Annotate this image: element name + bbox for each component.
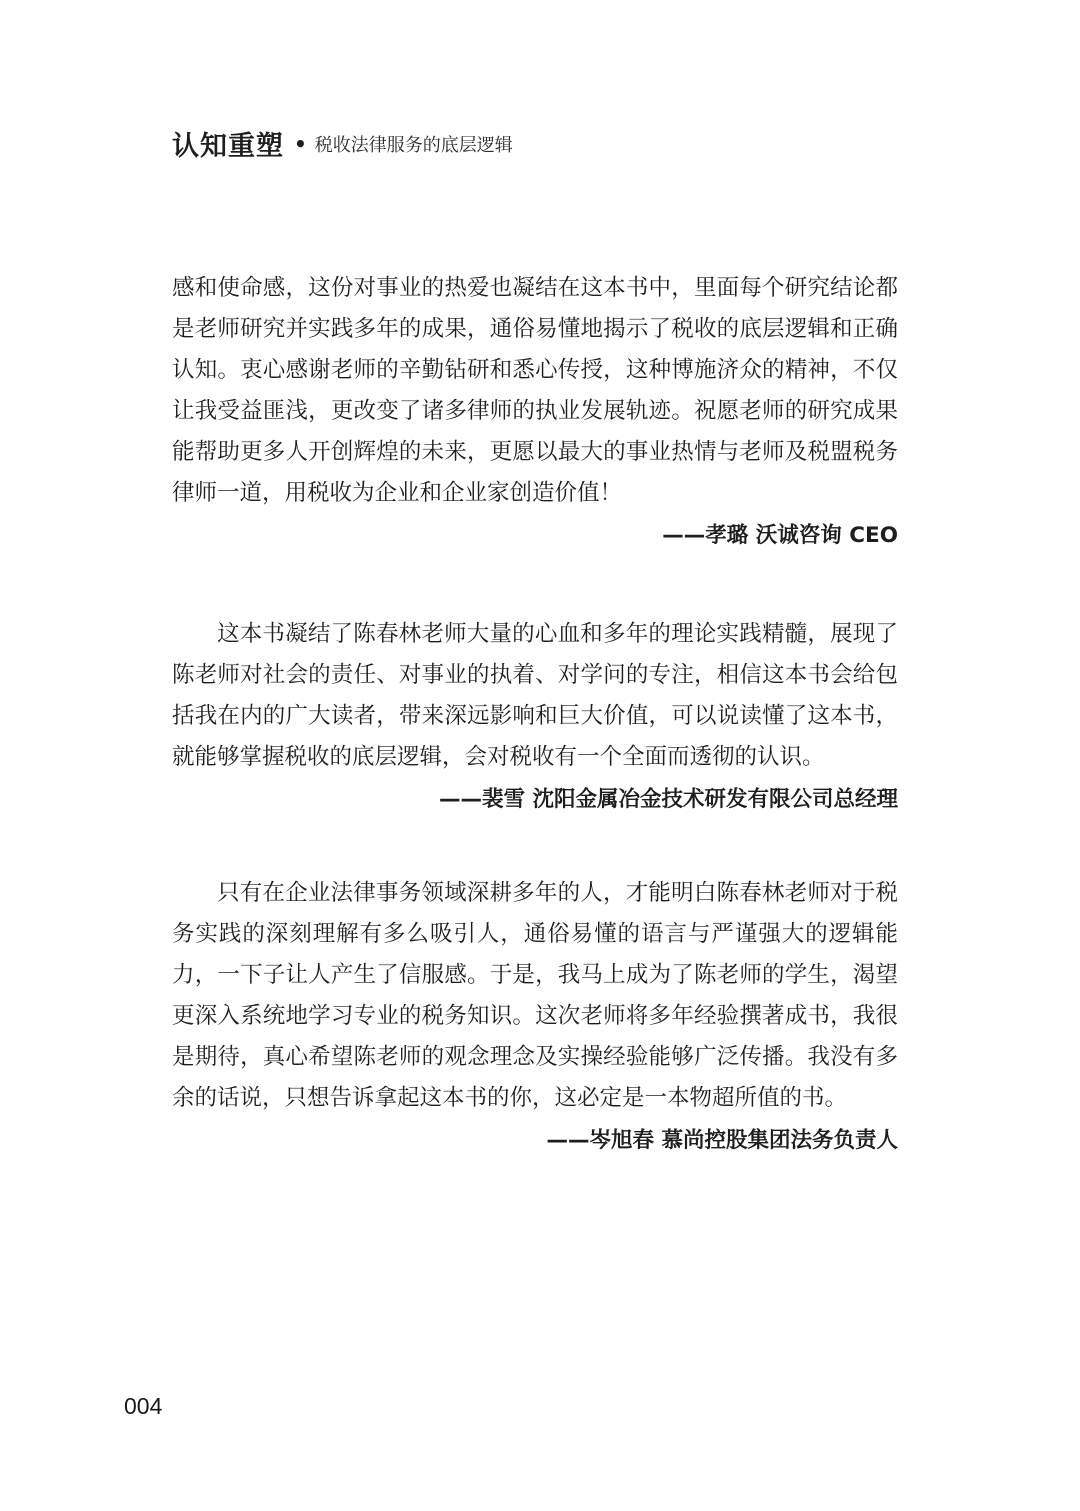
testimonial-3 bbox=[172, 873, 898, 1161]
testimonial-text: 感和使命感，这份对事业的热爱也凝结在这本书中，里面每个研究结论都是老师研究并实践多年的成果，通俗易懂地揭示了税收的底层逻辑和正确认知。衷心感谢老师的辛勤钻研和悉心传授，这种博施济众的精神，不仅让我受益匪浅，更改变了诸多律师的执业发展轨迹。祝愿老师的研究成果能帮助更多人开创辉煌的未来，更愿以最大的事业热情与老师及税盟税务律师一道，用税收为企业和企业家创造价值！ bbox=[172, 275, 898, 506]
running-header bbox=[172, 124, 513, 163]
testimonial-attribution: ——裴雪 沈阳金属冶金技术研发有限公司总经理 bbox=[439, 787, 898, 812]
testimonial-text: 只有在企业法律事务领域深耕多年的人，才能明白陈春林老师对于税务实践的深刻理解有多么吸引人，通俗易懂的语言与严谨强大的逻辑能力，一下子让人产生了信服感。于是，我马上成为了陈老师的学生，渴望更深入系统地学习专业的税务知识。这次老师将多年经验撰著成书，我很是期待，真心希望陈老师的观念理念及实操经验能够广泛传播。我没有多余的话说，只想告诉拿起这本书的你，这必定是一本物超所值的书。 bbox=[172, 880, 898, 1111]
header-separator: • bbox=[294, 131, 307, 156]
testimonial-attribution: ——岑旭春 慕尚控股集团法务负责人 bbox=[546, 1128, 898, 1153]
page-number: 004 bbox=[124, 1393, 163, 1419]
testimonial-text: 这本书凝结了陈春林老师大量的心血和多年的理论实践精髓，展现了陈老师对社会的责任、对事业的执着、对学问的专注，相信这本书会给包括我在内的广大读者，带来深远影响和巨大价值，可以说读懂了这本书，就能够掌握税收的底层逻辑，会对税收有一个全面而透彻的认识。 bbox=[172, 621, 898, 770]
testimonial-2 bbox=[172, 614, 898, 820]
testimonial-1 bbox=[172, 268, 898, 556]
book-subtitle: 税收法律服务的底层逻辑 bbox=[314, 134, 513, 156]
testimonial-attribution: ——孝璐 沃诚咨询 CEO bbox=[662, 523, 898, 548]
book-title: 认知重塑 bbox=[172, 131, 284, 162]
